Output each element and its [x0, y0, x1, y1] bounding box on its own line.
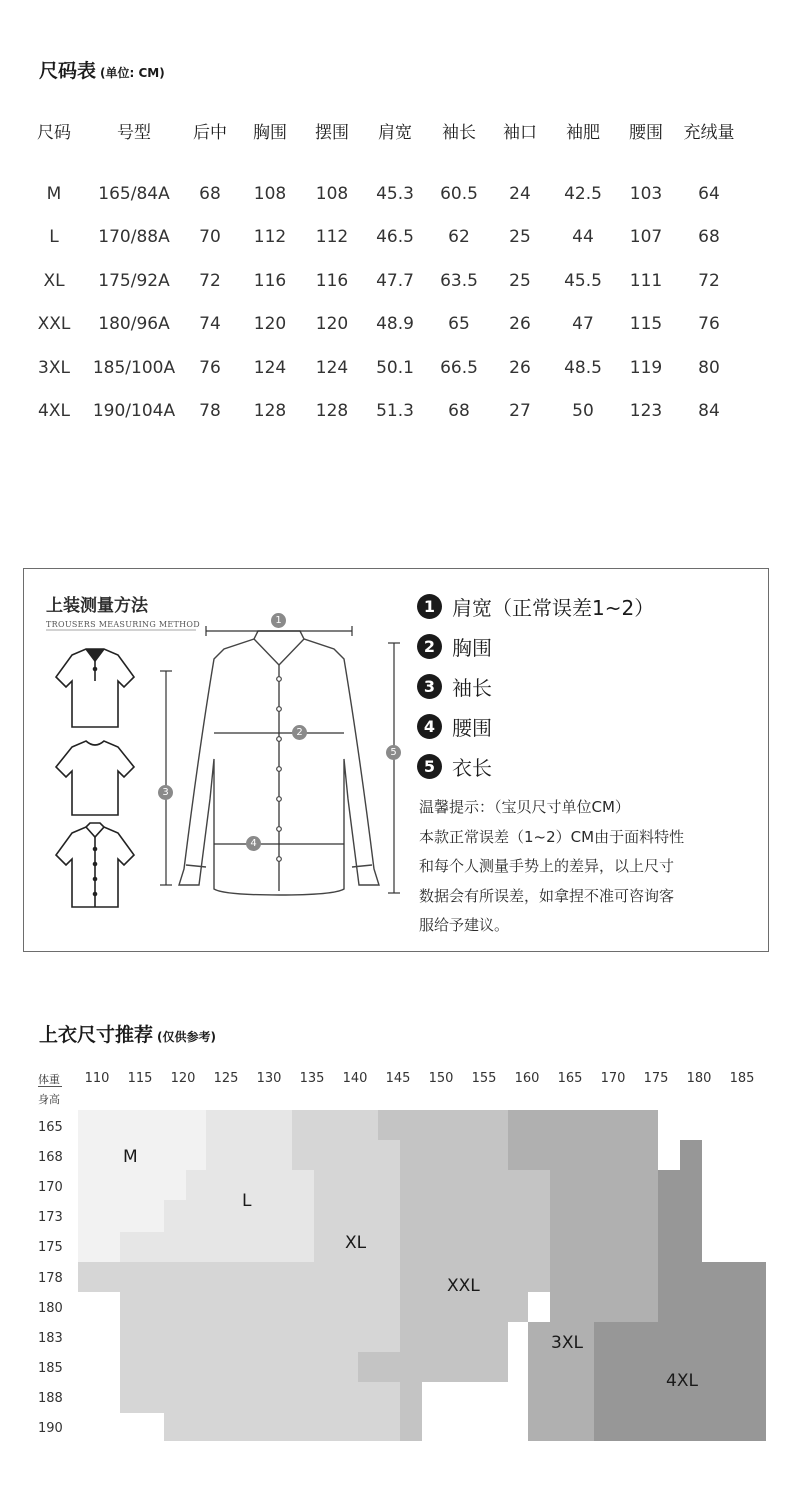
measure-cell: 120: [315, 314, 349, 335]
measure-cell: 128: [315, 401, 349, 422]
marker-length: 5: [386, 745, 401, 760]
measure-cell: 45.3: [376, 183, 414, 204]
marker-shoulder: 1: [271, 613, 286, 628]
measure-item-label: 肩宽（正常误差1~2）: [452, 595, 655, 620]
tip-line: 温馨提示：（宝贝尺寸单位CM）: [419, 798, 630, 816]
measure-guide-subtitle: TROUSERS MEASURING METHOD: [46, 620, 200, 629]
tip-line: 服给予建议。: [419, 916, 510, 934]
measure-cell: 25: [509, 227, 531, 248]
height-tick: 183: [38, 1330, 63, 1346]
measure-cell: 124: [315, 357, 349, 378]
col-header: 后中: [193, 122, 227, 143]
zone-label: 4XL: [666, 1371, 698, 1391]
measure-cell: 50: [572, 401, 594, 422]
weight-tick: 180: [686, 1071, 712, 1086]
measure-cell: 62: [448, 227, 470, 248]
measure-item-label: 袖长: [452, 675, 492, 700]
measure-cell: 112: [315, 227, 349, 248]
number-badge: 3: [417, 674, 442, 699]
size-cell: L: [49, 227, 59, 248]
measure-cell: 124: [253, 357, 287, 378]
measure-cell: 116: [253, 270, 287, 291]
number-badge: 4: [417, 714, 442, 739]
measure-cell: 175/92A: [98, 270, 170, 291]
size-cell: XL: [43, 270, 65, 291]
col-header: 袖口: [503, 122, 537, 143]
zone-label: XXL: [447, 1276, 480, 1296]
weight-tick: 175: [643, 1071, 669, 1086]
measure-cell: 50.1: [376, 357, 414, 378]
measure-cell: 78: [199, 401, 221, 422]
measure-cell: 108: [253, 183, 287, 204]
weight-tick: 160: [514, 1071, 540, 1086]
measure-cell: 72: [698, 270, 720, 291]
zone-label: XL: [345, 1233, 367, 1253]
height-tick: 180: [38, 1300, 63, 1316]
measure-cell: 72: [199, 270, 221, 291]
measure-cell: 51.3: [376, 401, 414, 422]
measure-cell: 180/96A: [98, 314, 170, 335]
size-cell: XXL: [37, 314, 71, 335]
measure-cell: 80: [698, 357, 720, 378]
weight-tick: 170: [600, 1071, 626, 1086]
measure-cell: 170/88A: [98, 227, 170, 248]
weight-tick: 120: [170, 1071, 196, 1086]
number-badge: 2: [417, 634, 442, 659]
weight-axis-label: 体重: [38, 1073, 60, 1086]
measure-cell: 68: [448, 401, 470, 422]
measure-item-label: 胸围: [452, 635, 492, 660]
measure-cell: 120: [253, 314, 287, 335]
tip-line: 数据会有所误差，如拿捏不准可咨询客: [419, 886, 675, 905]
weight-tick: 135: [299, 1071, 325, 1086]
measure-cell: 42.5: [564, 183, 602, 204]
measure-cell: 46.5: [376, 227, 414, 248]
tip-line: 和每个人测量手势上的差异，以上尺寸: [419, 857, 675, 875]
measure-cell: 112: [253, 227, 287, 248]
measure-cell: 70: [199, 227, 221, 248]
measure-cell: 68: [199, 183, 221, 204]
measure-cell: 119: [629, 357, 663, 378]
number-badge: 5: [417, 754, 442, 779]
col-header: 袖长: [442, 122, 476, 143]
measure-cell: 185/100A: [92, 357, 176, 378]
measure-cell: 64: [698, 183, 720, 204]
measure-cell: 65: [448, 314, 470, 335]
recommend-note: (仅供参考): [157, 1030, 216, 1044]
size-chart-title-text: 尺码表: [39, 60, 97, 82]
marker-waist: 4: [246, 836, 261, 851]
measure-cell: 84: [698, 401, 720, 422]
measure-cell: 26: [509, 314, 531, 335]
measure-cell: 24: [509, 183, 531, 204]
zone-label: 3XL: [551, 1333, 583, 1353]
height-tick: 173: [38, 1210, 63, 1226]
height-tick: 170: [38, 1180, 63, 1196]
weight-tick: 140: [342, 1071, 368, 1086]
measure-item-label: 衣长: [452, 755, 492, 780]
marker-sleeve: 3: [158, 785, 173, 800]
col-header: 充绒量: [683, 122, 735, 143]
zone-xxl-patch: [358, 1352, 400, 1382]
weight-tick: 110: [84, 1071, 110, 1086]
recommend-title-text: 上衣尺寸推荐: [39, 1024, 154, 1046]
measure-cell: 111: [629, 270, 663, 291]
weight-tick: 155: [471, 1071, 497, 1086]
size-cell: 4XL: [38, 401, 70, 422]
size-cell: M: [46, 183, 62, 204]
measure-cell: 128: [253, 401, 287, 422]
measure-cell: 27: [509, 401, 531, 422]
weight-tick: 165: [557, 1071, 583, 1086]
zone-label: L: [242, 1191, 252, 1211]
weight-tick: 145: [385, 1071, 411, 1086]
measure-cell: 66.5: [440, 357, 478, 378]
weight-tick: 130: [256, 1071, 282, 1086]
measure-cell: 116: [315, 270, 349, 291]
weight-tick: 185: [729, 1071, 755, 1086]
weight-tick: 115: [127, 1071, 153, 1086]
measure-cell: 63.5: [440, 270, 478, 291]
measure-guide-title: 上装测量方法: [46, 596, 148, 616]
weight-tick: 150: [428, 1071, 454, 1086]
measure-cell: 123: [629, 401, 663, 422]
measure-cell: 44: [572, 227, 594, 248]
measure-cell: 115: [629, 314, 663, 335]
weight-tick: 125: [213, 1071, 239, 1086]
measure-cell: 26: [509, 357, 531, 378]
col-header: 腰围: [629, 122, 663, 143]
zone-label: M: [123, 1147, 138, 1167]
height-tick: 165: [38, 1120, 63, 1135]
measure-cell: 47: [572, 314, 594, 335]
height-tick: 190: [38, 1421, 63, 1436]
measure-cell: 76: [698, 314, 720, 335]
measure-cell: 76: [199, 357, 221, 378]
measure-cell: 165/84A: [98, 183, 170, 204]
measure-cell: 60.5: [440, 183, 478, 204]
col-header: 袖肥: [566, 122, 600, 143]
measure-cell: 48.5: [564, 357, 602, 378]
size-chart-unit: (单位: CM): [100, 66, 165, 80]
measure-cell: 190/104A: [92, 401, 176, 422]
col-header: 肩宽: [378, 122, 412, 143]
measure-item-label: 腰围: [452, 715, 492, 740]
col-header: 摆围: [315, 122, 349, 143]
measure-cell: 47.7: [376, 270, 414, 291]
height-tick: 185: [38, 1360, 63, 1376]
number-badge: 1: [417, 594, 442, 619]
measure-cell: 45.5: [564, 270, 602, 291]
height-tick: 188: [38, 1390, 63, 1406]
marker-chest: 2: [292, 725, 307, 740]
measure-cell: 107: [629, 227, 663, 248]
measure-cell: 108: [315, 183, 349, 204]
measure-cell: 48.9: [376, 314, 414, 335]
col-header: 胸围: [253, 122, 287, 143]
tip-line: 本款正常误差（1~2）CM由于面料特性: [419, 827, 685, 846]
measure-cell: 68: [698, 227, 720, 248]
col-header: 尺码: [37, 122, 71, 143]
height-tick: 175: [38, 1240, 63, 1256]
height-tick: 178: [38, 1270, 63, 1286]
measure-cell: 103: [629, 183, 663, 204]
col-header: 号型: [117, 122, 151, 143]
measure-cell: 74: [199, 314, 221, 335]
height-tick: 168: [38, 1150, 63, 1166]
height-axis-label: 身高: [38, 1093, 60, 1106]
measure-cell: 25: [509, 270, 531, 291]
size-cell: 3XL: [38, 357, 70, 378]
